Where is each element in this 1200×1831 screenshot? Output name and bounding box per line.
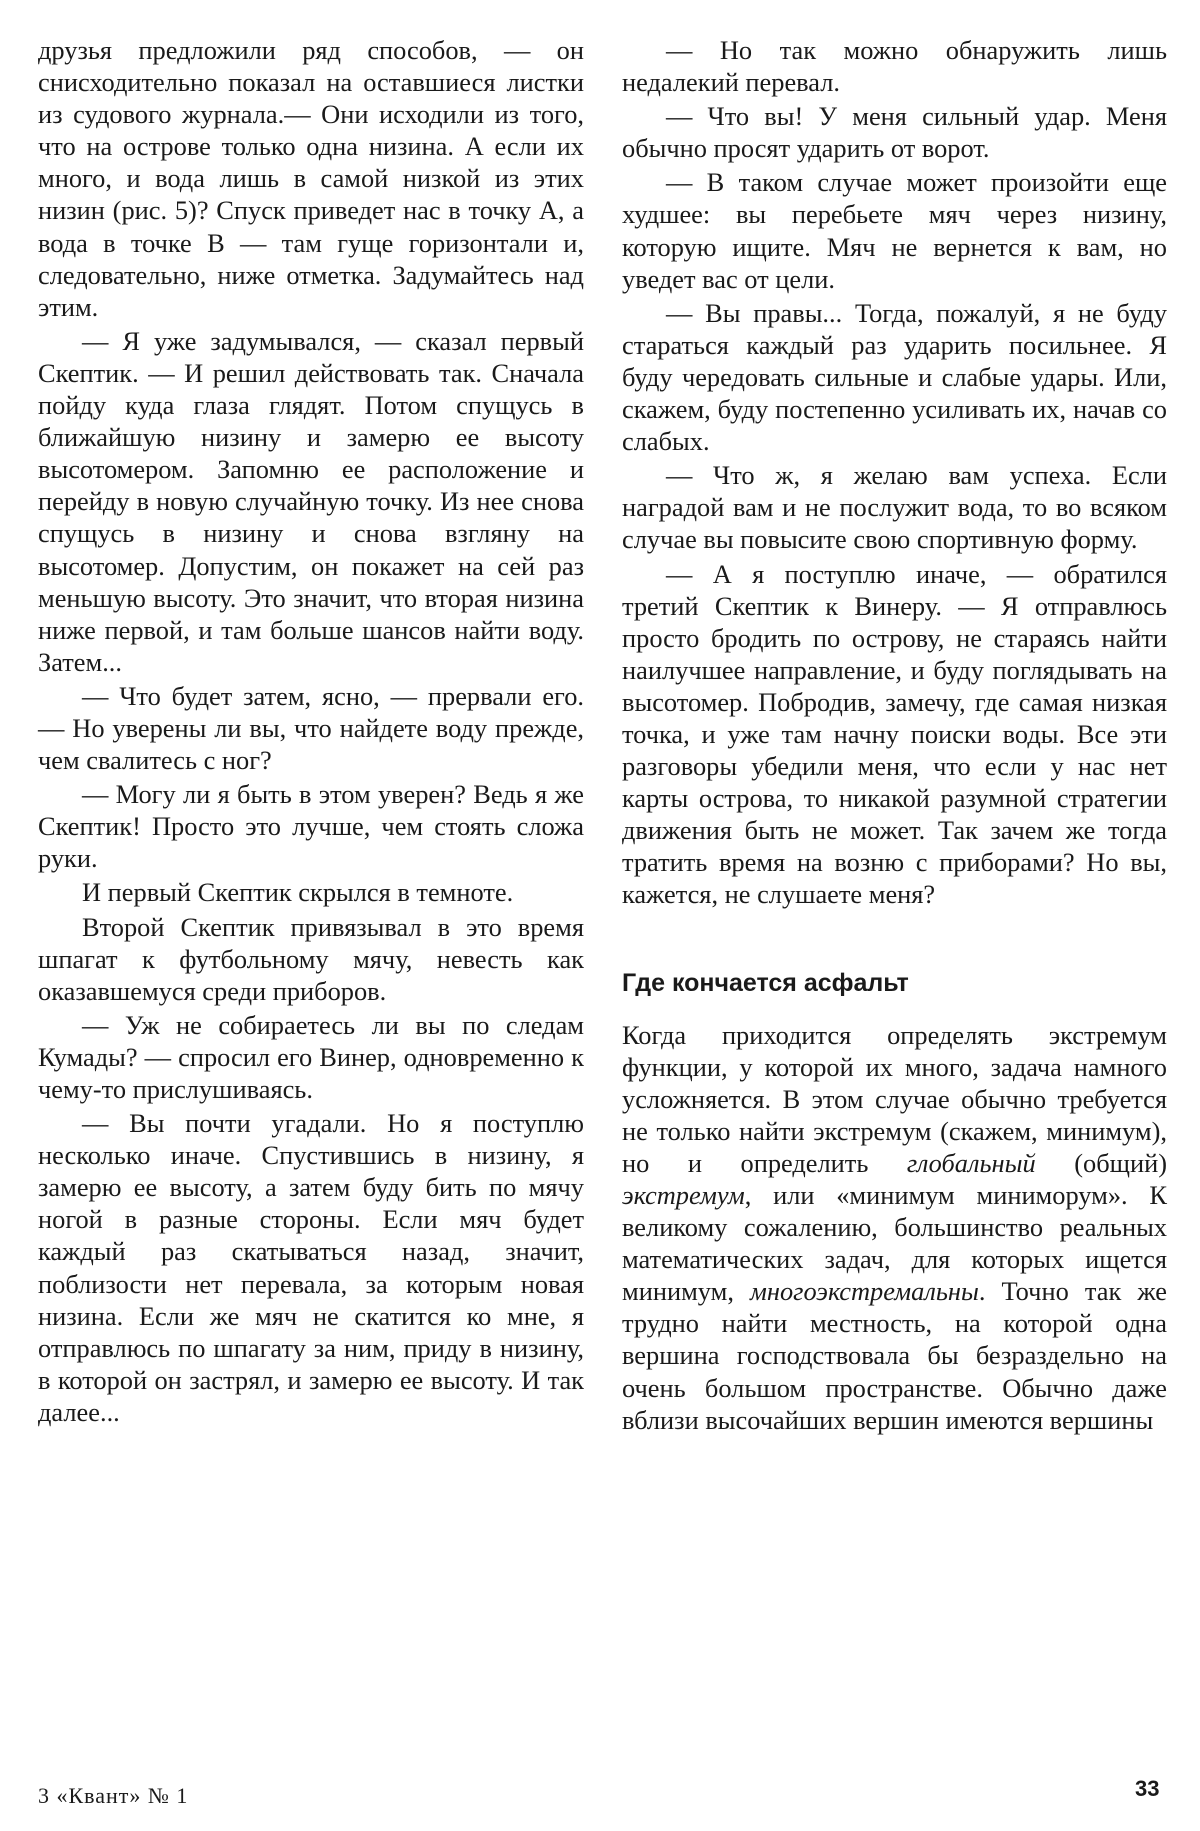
paragraph: — Уж не собираетесь ли вы по следам Кумады? — спросил его Винер, одновременно к чему-то прислушиваясь. xyxy=(38,1009,584,1104)
paragraph: — Вы почти угадали. Но я поступлю несколько иначе. Спустившись в низину, я замерю ее высоту, а затем буду бить по мячу ногой в разные стороны. Если мяч будет каждый раз скатываться назад, значит, поблизости нет перевала, за которым новая низина. Если же мяч не скатится ко мне, я отправлюсь по шпагату за ним, приду в низину, в которой он застрял, и замерю ее высоту. И так далее... xyxy=(38,1108,584,1427)
italic-term: глобальный xyxy=(906,1147,1036,1178)
italic-term: экстремум xyxy=(622,1180,745,1210)
paragraph: — Что будет затем, ясно, — прервали его. — Но уверены ли вы, что найдете воду прежде, чем свалитесь с ног? xyxy=(38,680,584,776)
paragraph: — Я уже задумывался, — сказал первый Скептик. — И решил действовать так. Сначала пойду куда глаза глядят. Потом спущусь в ближайшую низину и замерю ее высоту высотомером. Запомню ее расположение и перейду в новую случайную точку. Из нее снова спущусь в низину и снова взгляну на высотомер. Допустим, он покажет на сей раз меньшую высоту. Это значит, что вторая низина ниже первой, и там больше шансов найти воду. Затем... xyxy=(38,325,584,677)
section-heading: Где кончается асфальт xyxy=(622,968,909,997)
paragraph: — Что ж, я желаю вам успеха. Если наградой вам и не послужит вода, то во всяком случае вы повысите свою спортивную форму. xyxy=(622,460,1167,555)
paragraph: друзья предложили ряд способов, — он снисходительно показал на оставшиеся листки из судового журнала.— Они исходили из того, что на острове только одна низина. А если их много, и вода лишь в самой низкой из этих низин (рис. 5)? Спуск приведет нас в точку А, а вода в точке В — там гуще горизонтали и, следовательно, ниже отметка. Задумайтесь над этим. xyxy=(38,35,584,322)
paragraph: — Что вы! У меня сильный удар. Меня обычно просят ударить от ворот. xyxy=(622,101,1167,164)
right-column xyxy=(622,34,1167,1438)
italic-term: многоэкстремальны xyxy=(750,1276,979,1307)
text-run: , или «минимум миниморум». К великому сожалению, большинство реальных математических задач, для которых ищется минимум, xyxy=(622,1180,1167,1307)
paragraph: — А я поступлю иначе, — обратился третий Скептик к Винеру. — Я отправлюсь просто бродить по острову, не стараясь найти наилучшее направление, и буду поглядывать на высотомер. Побродив, замечу, где самая низкая точка, и уже там начну поиски воды. Все эти разговоры убедили меня, что если у нас нет карты острова, то никакой разумной стратегии движения быть не может. Так зачем же тогда тратить время на возню с приборами? Но вы, кажется, не слушаете меня? xyxy=(622,558,1167,910)
paragraph: — Вы правы... Тогда, пожалуй, я не буду стараться каждый раз ударить посильнее. Я буду чередовать сильные и слабые удары. Или, скажем, буду постепенно усиливать их, начав со слабых. xyxy=(622,297,1167,457)
text-run: Когда приходится определять экстремум функции, у которой их много, задача намного усложняется. В этом случае обычно требуется не только найти экстремум (скажем, минимум), но и определить xyxy=(622,1019,1167,1178)
page-number: 33 xyxy=(1135,1776,1160,1801)
paragraph: И первый Скептик скрылся в темноте. xyxy=(82,877,514,908)
paragraph: — Но так можно обнаружить лишь недалекий перевал. xyxy=(622,35,1167,98)
text-run: (общий) xyxy=(1035,1147,1167,1178)
paragraph xyxy=(622,1019,1167,1436)
paragraph: — Могу ли я быть в этом уверен? Ведь я же Скептик! Просто это лучше, чем стоять сложа руки. xyxy=(38,779,584,874)
paragraph: — В таком случае может произойти еще худшее: вы перебьете мяч через низину, которую ищите. Мяч не вернется к вам, но уведет вас от цели. xyxy=(622,167,1167,294)
left-column xyxy=(38,34,584,1430)
signature-mark: 3 «Квант» № 1 xyxy=(38,1783,189,1808)
paragraph: Второй Скептик привязывал в это время шпагат к футбольному мячу, невесть как оказавшемуся среди приборов. xyxy=(38,911,584,1006)
text-run: . Точно так же трудно найти местность, на которой одна вершина господствовала бы безраздельно на очень большом пространстве. Обычно даже вблизи высочайших вершин имеются вершины xyxy=(622,1276,1167,1435)
